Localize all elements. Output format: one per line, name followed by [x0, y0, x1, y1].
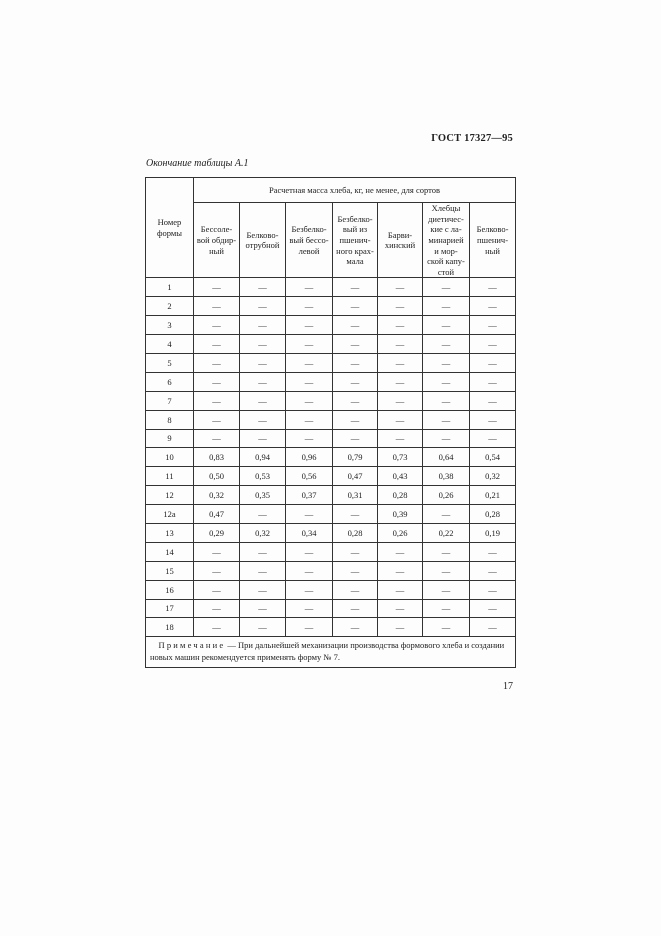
table-body [146, 278, 516, 668]
value-cell: — [423, 561, 470, 580]
value-cell: — [286, 580, 333, 599]
form-number-cell: 7 [146, 391, 194, 410]
value-cell: — [240, 561, 286, 580]
value-cell: — [378, 372, 423, 391]
value-cell: — [333, 505, 378, 524]
table-row [146, 429, 516, 448]
value-cell: 0,32 [470, 467, 516, 486]
value-cell: — [240, 335, 286, 354]
value-cell: — [194, 316, 240, 335]
value-cell: 0,73 [378, 448, 423, 467]
value-cell: — [333, 410, 378, 429]
value-cell: — [194, 580, 240, 599]
document-header: ГОСТ 17327—95 [431, 133, 513, 144]
value-cell: 0,83 [194, 448, 240, 467]
value-cell: — [423, 599, 470, 618]
form-number-cell: 9 [146, 429, 194, 448]
value-cell: 0,28 [470, 505, 516, 524]
table-row [146, 486, 516, 505]
column-header: Белково- пшенич- ный [470, 203, 516, 278]
value-cell: — [470, 561, 516, 580]
value-cell: — [194, 429, 240, 448]
value-cell: — [194, 542, 240, 561]
value-cell: — [194, 353, 240, 372]
table-row [146, 353, 516, 372]
value-cell: — [286, 278, 333, 297]
note-label: Примечание [158, 640, 226, 651]
value-cell: — [333, 335, 378, 354]
note-row [146, 637, 516, 668]
table-row [146, 316, 516, 335]
value-cell: — [470, 297, 516, 316]
value-cell: — [194, 297, 240, 316]
value-cell: — [470, 580, 516, 599]
value-cell: — [378, 353, 423, 372]
value-cell: 0,26 [378, 523, 423, 542]
table-row [146, 580, 516, 599]
value-cell: — [423, 391, 470, 410]
value-cell: — [240, 353, 286, 372]
table-row [146, 410, 516, 429]
column-header: Бессоле- вой обдир- ный [194, 203, 240, 278]
value-cell: — [423, 542, 470, 561]
value-cell: — [470, 316, 516, 335]
value-cell: — [378, 391, 423, 410]
value-cell: — [423, 353, 470, 372]
value-cell: — [378, 429, 423, 448]
value-cell: — [333, 278, 378, 297]
form-number-cell: 1 [146, 278, 194, 297]
value-cell: 0,32 [240, 523, 286, 542]
value-cell: — [333, 316, 378, 335]
value-cell: — [423, 580, 470, 599]
value-cell: — [286, 429, 333, 448]
value-cell: — [470, 391, 516, 410]
table-row [146, 297, 516, 316]
value-cell: — [423, 505, 470, 524]
form-number-cell: 12а [146, 505, 194, 524]
value-cell: 0,56 [286, 467, 333, 486]
value-cell: — [378, 335, 423, 354]
value-cell: 0,38 [423, 467, 470, 486]
form-number-cell: 2 [146, 297, 194, 316]
value-cell: — [423, 297, 470, 316]
form-number-cell: 6 [146, 372, 194, 391]
column-header: Безбелко- вый из пшенич- ного крах- мала [333, 203, 378, 278]
value-cell: — [470, 599, 516, 618]
value-cell: — [333, 561, 378, 580]
table-caption: Окончание таблицы А.1 [146, 158, 249, 169]
table-row [146, 448, 516, 467]
value-cell: 0,29 [194, 523, 240, 542]
value-cell: — [240, 542, 286, 561]
form-number-cell: 10 [146, 448, 194, 467]
value-cell: 0,28 [378, 486, 423, 505]
table-row [146, 372, 516, 391]
form-number-cell: 16 [146, 580, 194, 599]
value-cell: — [378, 599, 423, 618]
value-cell: — [286, 618, 333, 637]
value-cell: 0,28 [333, 523, 378, 542]
value-cell: — [240, 580, 286, 599]
form-number-cell: 15 [146, 561, 194, 580]
value-cell: — [470, 429, 516, 448]
value-cell: — [423, 429, 470, 448]
form-number-cell: 18 [146, 618, 194, 637]
table-row [146, 335, 516, 354]
value-cell: — [470, 542, 516, 561]
value-cell: — [286, 297, 333, 316]
value-cell: — [378, 580, 423, 599]
value-cell: — [286, 561, 333, 580]
column-header: Барви- хинский [378, 203, 423, 278]
value-cell: — [423, 410, 470, 429]
value-cell: — [286, 372, 333, 391]
value-cell: — [423, 335, 470, 354]
table-row [146, 391, 516, 410]
form-number-cell: 5 [146, 353, 194, 372]
value-cell: — [240, 278, 286, 297]
value-cell: — [240, 505, 286, 524]
value-cell: — [194, 599, 240, 618]
value-cell: 0,64 [423, 448, 470, 467]
value-cell: — [194, 335, 240, 354]
value-cell: 0,34 [286, 523, 333, 542]
value-cell: — [378, 542, 423, 561]
value-cell: 0,26 [423, 486, 470, 505]
value-cell: — [286, 316, 333, 335]
form-number-cell: 14 [146, 542, 194, 561]
value-cell: 0,32 [194, 486, 240, 505]
table-row [146, 542, 516, 561]
value-cell: 0,96 [286, 448, 333, 467]
form-number-cell: 11 [146, 467, 194, 486]
value-cell: — [470, 410, 516, 429]
value-cell: — [240, 391, 286, 410]
form-number-cell: 17 [146, 599, 194, 618]
form-number-cell: 13 [146, 523, 194, 542]
value-cell: — [333, 372, 378, 391]
value-cell: — [194, 410, 240, 429]
mass-table [145, 177, 516, 668]
value-cell: — [286, 410, 333, 429]
value-cell: — [423, 618, 470, 637]
value-cell: — [286, 542, 333, 561]
value-cell: — [194, 391, 240, 410]
value-cell: — [333, 542, 378, 561]
value-cell: — [286, 599, 333, 618]
page-number: 17 [503, 681, 513, 692]
value-cell: — [194, 618, 240, 637]
value-cell: — [470, 372, 516, 391]
value-cell: — [333, 429, 378, 448]
value-cell: 0,47 [333, 467, 378, 486]
value-cell: 0,50 [194, 467, 240, 486]
form-number-cell: 3 [146, 316, 194, 335]
value-cell: — [240, 297, 286, 316]
value-cell: — [378, 316, 423, 335]
value-cell: 0,35 [240, 486, 286, 505]
value-cell: 0,47 [194, 505, 240, 524]
value-cell: — [286, 391, 333, 410]
value-cell: — [423, 372, 470, 391]
value-cell: — [240, 316, 286, 335]
value-cell: — [286, 505, 333, 524]
value-cell: 0,94 [240, 448, 286, 467]
table-row [146, 618, 516, 637]
value-cell: — [194, 561, 240, 580]
column-headers [146, 203, 516, 278]
value-cell: 0,43 [378, 467, 423, 486]
column-header: Хлебцы диетичес- кие с ла- минарией и мор- ской капу- стой [423, 203, 470, 278]
table-row [146, 467, 516, 486]
value-cell: — [423, 278, 470, 297]
table-row [146, 599, 516, 618]
value-cell: — [470, 353, 516, 372]
value-cell: — [378, 618, 423, 637]
value-cell: — [470, 278, 516, 297]
table-row [146, 561, 516, 580]
form-number-cell: 8 [146, 410, 194, 429]
value-cell: — [333, 580, 378, 599]
column-header: Безбелко- вый бессо- левой [286, 203, 333, 278]
value-cell: — [470, 335, 516, 354]
form-number-cell: 4 [146, 335, 194, 354]
value-cell: — [240, 429, 286, 448]
value-cell: — [194, 278, 240, 297]
value-cell: 0,53 [240, 467, 286, 486]
value-cell: 0,21 [470, 486, 516, 505]
value-cell: — [378, 278, 423, 297]
value-cell: — [333, 618, 378, 637]
value-cell: — [333, 391, 378, 410]
value-cell: — [240, 372, 286, 391]
table-row [146, 505, 516, 524]
form-number-cell: 12 [146, 486, 194, 505]
table-row [146, 278, 516, 297]
group-header: Расчетная масса хлеба, кг, не менее, для сортов [194, 178, 516, 203]
value-cell: — [333, 599, 378, 618]
value-cell: 0,39 [378, 505, 423, 524]
value-cell: — [378, 410, 423, 429]
value-cell: 0,37 [286, 486, 333, 505]
value-cell: — [470, 618, 516, 637]
value-cell: — [423, 316, 470, 335]
value-cell: — [286, 353, 333, 372]
note-text: — При дальнейшей механизации производства формового хлеба и создании новых машин рекомендуется применять форму № 7. [150, 640, 505, 662]
value-cell: — [194, 372, 240, 391]
value-cell: 0,19 [470, 523, 516, 542]
value-cell: — [378, 561, 423, 580]
table-note [146, 637, 516, 668]
value-cell: — [240, 618, 286, 637]
form-number-header: Номер формы [146, 178, 194, 278]
table-row [146, 523, 516, 542]
column-header: Белково- отрубной [240, 203, 286, 278]
value-cell: — [378, 297, 423, 316]
value-cell: 0,79 [333, 448, 378, 467]
value-cell: — [333, 297, 378, 316]
value-cell: — [240, 410, 286, 429]
value-cell: — [240, 599, 286, 618]
value-cell: 0,31 [333, 486, 378, 505]
value-cell: 0,54 [470, 448, 516, 467]
value-cell: — [286, 335, 333, 354]
value-cell: — [333, 353, 378, 372]
value-cell: 0,22 [423, 523, 470, 542]
